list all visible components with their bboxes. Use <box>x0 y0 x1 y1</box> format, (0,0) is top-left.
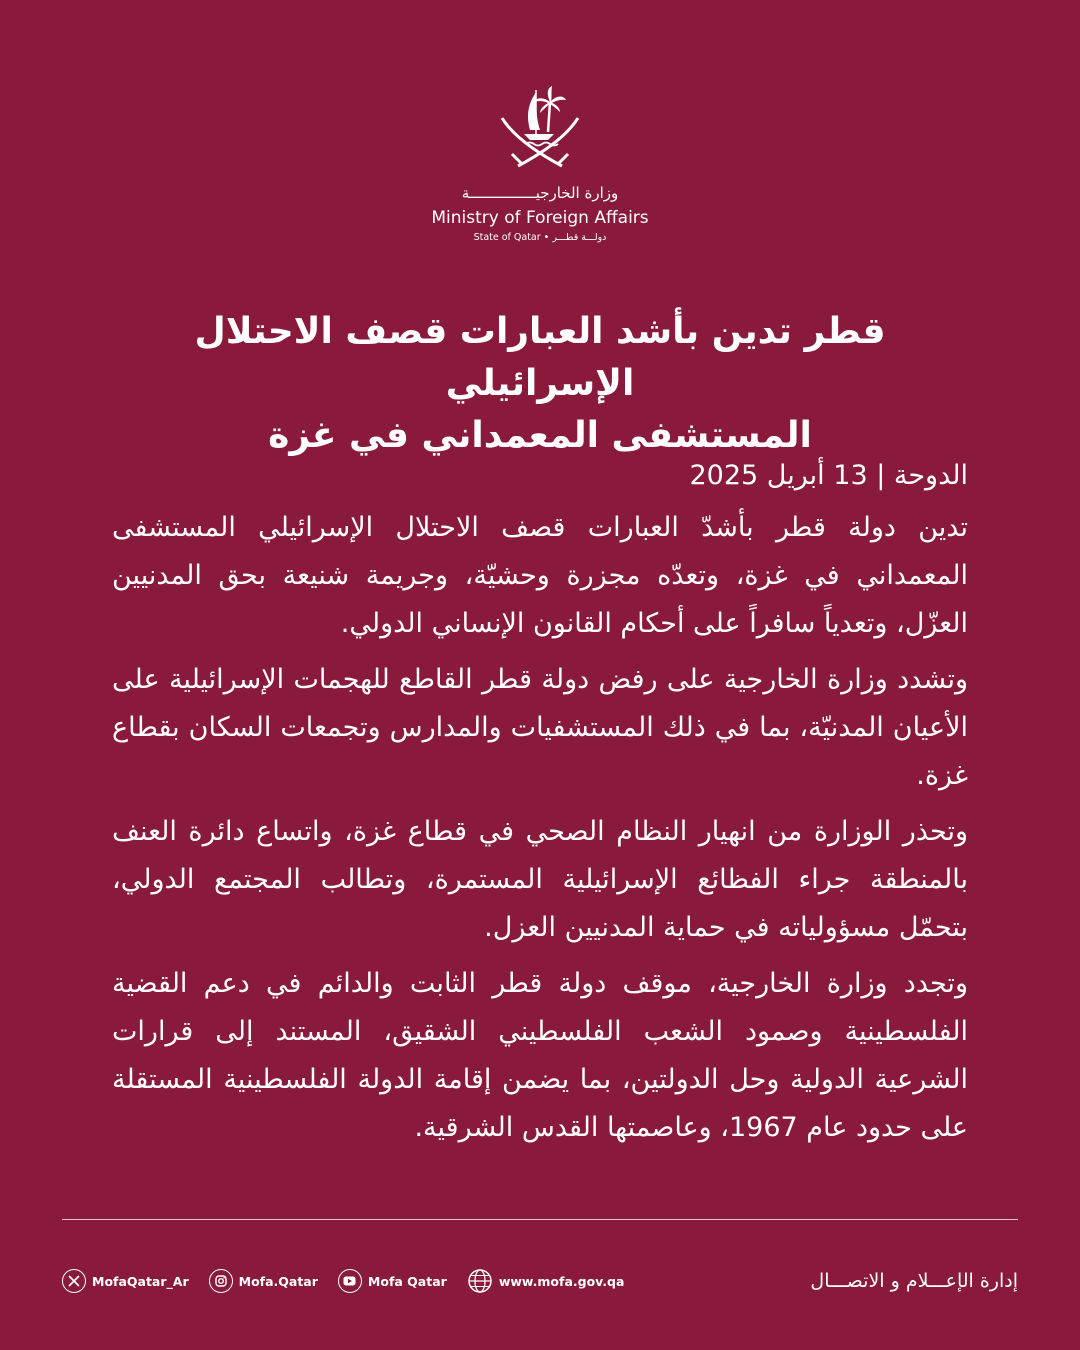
social-instagram[interactable] <box>209 1269 318 1293</box>
ministry-name-english: Ministry of Foreign Affairs <box>431 208 649 228</box>
state-of-qatar-label: State of Qatar • دولـــة قطـــر <box>473 232 607 243</box>
instagram-handle: Mofa.Qatar <box>238 1273 318 1289</box>
globe-icon <box>467 1268 493 1294</box>
website-url: www.mofa.gov.qa <box>498 1273 625 1289</box>
department-label: إدارة الإعـــلام و الاتصـــال <box>810 1270 1018 1292</box>
youtube-handle: Mofa Qatar <box>367 1273 447 1289</box>
youtube-icon <box>338 1269 362 1293</box>
title-line-2: المستشفى المعمداني في غزة <box>268 415 812 456</box>
page-title <box>100 306 980 462</box>
paragraph-1: تدين دولة قطر بأشدّ العبارات قصف الاحتلال الإسرائيلي المستشفى المعمداني في غزة، وتعدّه مجزرة وحشيّة، وجريمة شنيعة بحق المدنيين العزّل، وتعدياً سافراً على أحكام القانون الإنساني الدولي. <box>112 512 968 639</box>
paragraph-2: وتشدد وزارة الخارجية على رفض دولة قطر القاطع للهجمات الإسرائيلية على الأعيان المدنيّة، بما في ذلك المستشفيات والمدارس وتجمعات السكان بقطاع غزة. <box>112 664 968 791</box>
ministry-logo <box>0 78 1080 244</box>
statement-body <box>112 452 968 1160</box>
social-links <box>62 1268 624 1294</box>
ministry-name-arabic: وزارة الخارجيـــــــــــــــة <box>461 184 619 202</box>
instagram-icon <box>209 1269 233 1293</box>
paragraph-3: وتحذر الوزارة من انهيار النظام الصحي في قطاع غزة، واتساع دائرة العنف بالمنطقة جراء الفظائع الإسرائيلية المستمرة، وتطالب المجتمع الدولي، بتحمّل مسؤولياته في حماية المدنيين العزل. <box>112 816 968 943</box>
dateline: الدوحة | 13 أبريل 2025 <box>689 460 968 491</box>
title-line-1: قطر تدين بأشد العبارات قصف الاحتلال الإسرائيلي <box>194 311 886 404</box>
social-website[interactable] <box>467 1268 625 1294</box>
footer-divider <box>62 1219 1018 1220</box>
qatar-emblem-icon <box>492 78 588 174</box>
social-youtube[interactable] <box>338 1269 447 1293</box>
social-x[interactable] <box>62 1269 189 1293</box>
x-icon <box>62 1269 86 1293</box>
paragraph-4: وتجدد وزارة الخارجية، موقف دولة قطر الثابت والدائم في دعم القضية الفلسطينية وصمود الشعب الفلسطيني الشقيق، المستند إلى قرارات الشرعية الدولية وحل الدولتين، بما يضمن إقامة الدولة الفلسطينية المستقلة على حدود عام 1967، وعاصمتها القدس الشرقية. <box>112 968 968 1143</box>
x-handle: MofaQatar_Ar <box>92 1273 189 1289</box>
footer <box>62 1262 1018 1300</box>
